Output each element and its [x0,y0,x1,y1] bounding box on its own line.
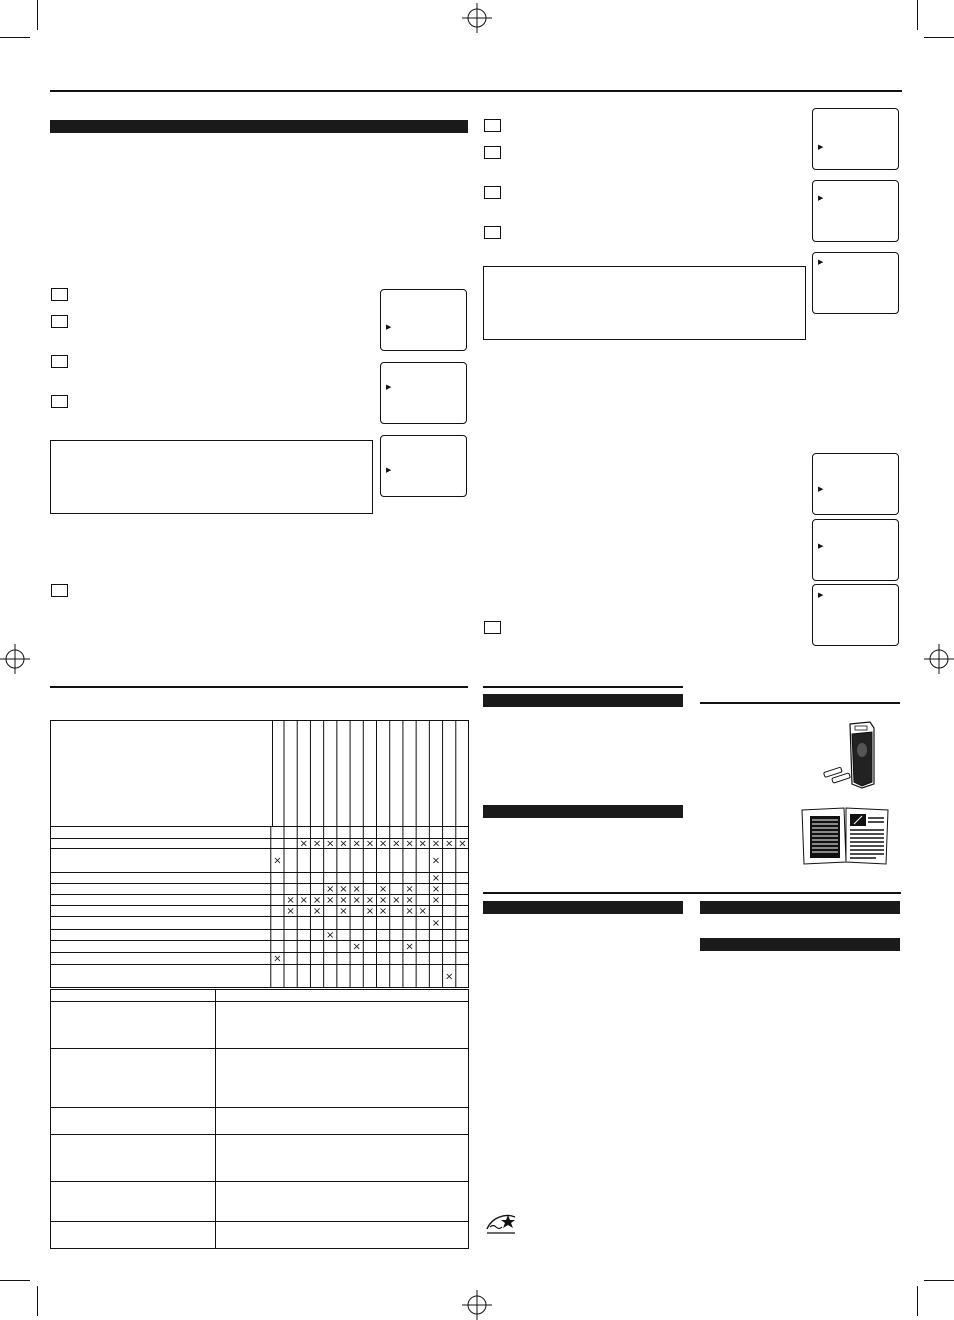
compatibility-mark: × [431,895,441,906]
menu-cursor-icon: ▶ [818,144,824,151]
compatibility-mark: × [405,895,414,906]
compatibility-mark: × [458,838,467,850]
compatibility-mark: × [286,906,295,917]
section-heading-bar [700,901,900,914]
step-number-box [484,119,501,132]
on-screen-menu-display [812,519,899,581]
menu-cursor-icon: ▶ [818,259,824,266]
table-header-cell [51,721,273,827]
step-number-box [484,226,501,239]
step-number-box [484,186,501,199]
compatibility-mark: × [326,838,335,850]
compatibility-mark: × [286,895,295,906]
header-rule [50,90,902,92]
compatibility-mark: × [392,838,401,850]
section-heading-bar [700,938,900,951]
on-screen-menu-display [812,108,899,170]
compatibility-mark: × [299,895,309,906]
compatibility-mark: × [326,930,335,941]
compatibility-mark: × [392,895,401,906]
section-rule [50,686,468,688]
step-number-box [51,288,68,301]
crop-mark [0,1280,30,1281]
step-number-box [51,395,68,408]
section-heading-bar [483,805,683,818]
on-screen-menu-display [812,453,899,515]
menu-cursor-icon: ▶ [386,467,392,474]
compatibility-mark: × [352,941,361,953]
compatibility-mark: × [405,906,414,917]
note-box [50,440,373,514]
menu-cursor-icon: ▶ [818,592,824,599]
compatibility-mark: × [326,884,335,895]
registration-mark-icon [462,3,492,33]
crop-mark [917,1286,918,1316]
crop-mark [924,37,954,38]
compatibility-table [50,720,469,988]
menu-cursor-icon: ▶ [818,195,824,202]
compatibility-mark: × [339,884,348,895]
compatibility-mark: × [299,838,309,850]
compatibility-mark: × [365,895,375,906]
compatibility-mark: × [418,838,427,850]
menu-cursor-icon: ▶ [818,543,824,550]
crop-mark [924,1280,954,1281]
menu-cursor-icon: ▶ [386,384,392,391]
compatibility-mark: × [312,906,322,917]
section-rule [483,892,901,894]
note-box [483,266,806,340]
compatibility-mark: × [431,918,441,929]
compatibility-mark: × [378,884,388,895]
on-screen-menu-display [380,362,467,424]
registration-mark-icon [924,644,954,674]
compatibility-mark: × [444,838,454,850]
compatibility-mark: × [365,838,375,850]
compatibility-mark: × [352,838,361,850]
menu-cursor-icon: ▶ [818,486,824,493]
menu-cursor-icon: ▶ [386,324,392,331]
section-heading-bar [483,901,683,914]
compatibility-mark: × [378,895,388,906]
compatibility-mark: × [365,906,375,917]
on-screen-menu-display [812,180,899,242]
on-screen-menu-display [812,252,899,314]
table-frame [51,990,469,1249]
specification-table [50,989,469,1249]
crop-mark [0,37,30,38]
compatibility-mark: × [431,838,441,850]
section-heading-bar [483,694,683,707]
compatibility-mark: × [339,895,348,906]
compatibility-mark: × [339,838,348,850]
battery-icon [822,764,856,786]
compatibility-mark: × [352,895,361,906]
compatibility-mark: × [431,855,441,867]
section-rule [483,686,683,688]
on-screen-menu-display [380,289,467,351]
compatibility-mark: × [431,873,441,884]
compatibility-mark: × [405,941,414,953]
compatibility-mark: × [378,906,388,917]
compatibility-mark: × [273,953,282,965]
compatibility-mark: × [326,895,335,906]
on-screen-menu-display [812,584,899,646]
compatibility-mark: × [431,884,441,895]
compatibility-mark: × [339,906,348,917]
step-number-box [51,584,68,597]
section-rule [700,702,900,704]
step-number-box [51,315,68,328]
compatibility-mark: × [312,895,322,906]
compatibility-mark: × [378,838,388,850]
compatibility-mark: × [444,971,454,983]
energy-star-logo [484,1211,518,1237]
crop-mark [917,0,918,30]
registration-mark-icon [0,644,30,674]
compatibility-mark: × [405,838,414,850]
section-heading-bar [50,120,468,133]
crop-mark [37,0,38,30]
on-screen-menu-display [380,435,467,497]
compatibility-mark: × [418,906,427,917]
step-number-box [51,355,68,368]
crop-mark [37,1286,38,1316]
step-number-box [484,621,501,634]
compatibility-mark: × [405,884,414,895]
compatibility-mark: × [352,884,361,895]
step-number-box [484,146,501,159]
compatibility-mark: × [312,838,322,850]
compatibility-mark: × [273,855,282,867]
instruction-manual-icon [800,806,892,866]
